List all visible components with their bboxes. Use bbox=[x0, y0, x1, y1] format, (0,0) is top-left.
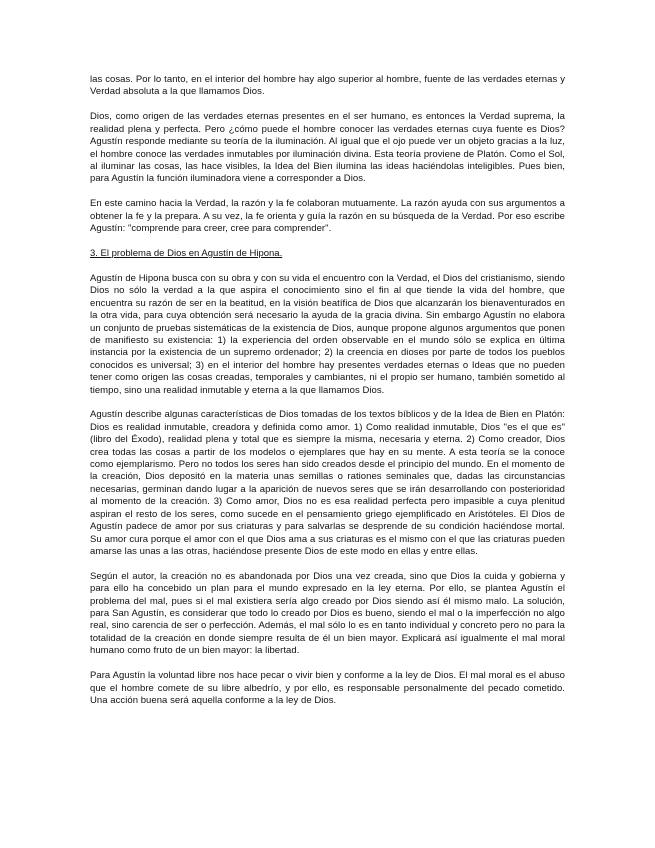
paragraph-1: las cosas. Por lo tanto, en el interior del hombre hay algo superior al hombre, fuente de las verdades eternas y Verdad absoluta a la que llamamos Dios. bbox=[90, 74, 565, 98]
paragraph-7: Para Agustín la voluntad libre nos hace pecar o vivir bien y conforme a la ley de Dios. El mal moral es el abuso que el hombre comete de su libre albedrío, y por ello, es responsable personalmente del pecado cometido. Una acción buena será aquella conforme a la ley de Dios. bbox=[90, 670, 565, 706]
section-heading: 3. El problema de Dios en Agustín de Hipona. bbox=[90, 247, 283, 259]
paragraph-3: En este camino hacia la Verdad, la razón y la fe colaboran mutuamente. La razón ayuda con sus argumentos a obtener la fe y la prepara. A su vez, la fe orienta y guía la razón en su búsqueda de la Verdad. Por eso escribe Agustín: "comprende para creer, cree para comprender". bbox=[90, 198, 565, 235]
paragraph-4: Agustín de Hipona busca con su obra y con su vida el encuentro con la Verdad, el Dios del cristianismo, siendo Dios no sólo la verdad a la que aspira el conocimiento sino el fin al que tiende la vida del hombre, que encuentra su razón de ser en la beatitud, en la visión beatífica de Dios que alcanzarán los bienaventurados en la otra vida, para cuya obtención será necesario la ayuda de la gracia divina. Sin embargo Agustín no elabora un conjunto de pruebas sistemáticas de la existencia de Dios, aunque propone algunos argumentos que ponen de manifiesto su existencia: 1) la experiencia del orden observable en el mundo sólo se explica en última instancia por la existencia de un supremo ordenador; 2) la creencia en dioses por parte de todos los pueblos conocidos es universal; 3) en el interior del hombre hay presentes verdades eternas o Ideas que no pueden tener como origen las cosas creadas, temporales y cambiantes, ni el propio ser humano, también sometido al tiempo, sino una realidad inmutable y eterna a la que llamamos Dios. bbox=[90, 272, 565, 396]
paragraph-2: Dios, como origen de las verdades eternas presentes en el ser humano, es entonces la Verdad suprema, la realidad plena y perfecta. Pero ¿cómo puede el hombre conocer las verdades eternas cuya fuente es Dios? Agustín responde mediante su teoría de la iluminación. Al igual que el ojo puede ver un objeto gracias a la luz, el hombre conoce las verdades inmutables por iluminación divina. Esta teoría proviene de Platón. Como el Sol, al iluminar las cosas, las hace visibles, la Idea del Bien ilumina las ideas haciéndolas inteligibles. Pues bien, para Agustín la función iluminadora viene a corresponder a Dios. bbox=[90, 111, 565, 185]
paragraph-5: Agustín describe algunas características de Dios tomadas de los textos bíblicos y de la Idea de Bien en Platón: Dios es realidad inmutable, creadora y definida como amor. 1) Como realidad inmutable, Dios "es el que es" (libro del Éxodo), realidad plena y total que es siempre la misma, necesaria y eterna. 2) Como creador, Dios crea todas las cosas a partir de los modelos o ejemplares que hay en su mente. A esta teoría se la conoce como ejemplarismo. Pero no todos los seres han sido creados desde el principio del mundo. En el momento de la creación, Dios depositó en la materia unas semillas o rationes seminales que, dadas las circunstancias necesarias, germinan dando lugar a la aparición de nuevos seres que se irán desarrollando con posterioridad al momento de la creación. 3) Como amor, Dios no es esa realidad perfecta pero impasible a cuya plenitud aspiran el resto de los seres, como sucede en el pensamiento griego ejemplificado en Aristóteles. El Dios de Agustín padece de amor por sus criaturas y para salvarlas se desprende de su condición haciéndose mortal. Su amor cura porque el amor con el que Dios ama a sus criaturas es el mismo con el que las criaturas pueden amarse las unas a las otras, haciéndose presente Dios de este modo en ellas y entre ellas. bbox=[90, 409, 565, 557]
paragraph-6: Según el autor, la creación no es abandonada por Dios una vez creada, sino que Dios la cuida y gobierna y para ello ha concebido un plan para el mundo expresado en la ley eterna. Por ello, se plantea Agustín el problema del mal, pues si el mal existiera sería algo creado por Dios siendo así él mismo malo. La solución, para San Agustín, es considerar que todo lo creado por Dios es bueno, siendo el mal o la imperfección no algo real, sino carencia de ser o perfección. Además, el mal sólo lo es en tanto individual y concreto pero no para la totalidad de la creación en donde siempre resulta de él un bien mayor. Explicará así igualmente el mal moral humano como fruto de un bien mayor: la libertad. bbox=[90, 570, 565, 657]
